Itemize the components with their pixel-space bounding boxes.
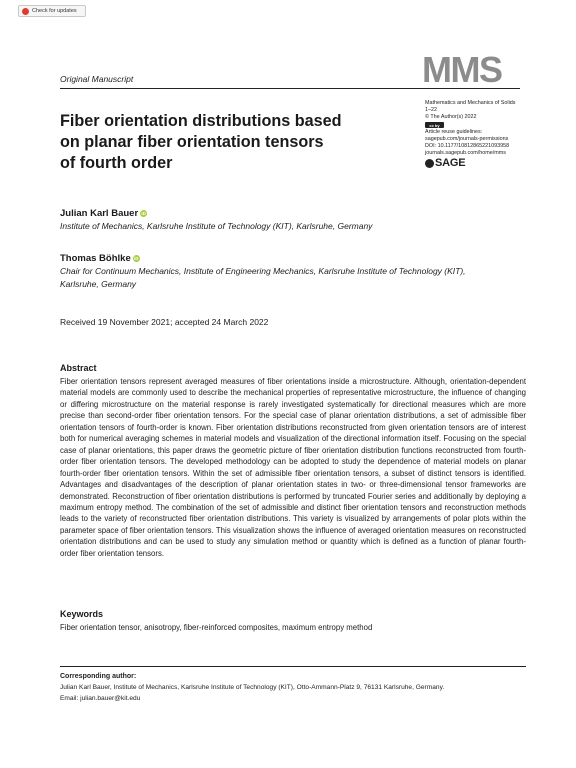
corresponding-author-email[interactable]: Email: julian.bauer@kit.edu xyxy=(60,695,141,702)
check-for-updates-badge[interactable] xyxy=(18,5,86,17)
journal-url[interactable]: journals.sagepub.com/home/mms xyxy=(425,150,506,156)
reuse-link[interactable]: sagepub.com/journals-permissions xyxy=(425,136,509,142)
keywords-heading: Keywords xyxy=(60,609,104,619)
author-affiliation: Chair for Continuum Mechanics, Institute of Engineering Mechanics, Karlsruhe Institute of Technology (KIT), Karlsruhe, Germany xyxy=(60,266,466,289)
keywords-text: Fiber orientation tensor, anisotropy, fiber-reinforced composites, maximum entropy method xyxy=(60,623,373,632)
mms-logo xyxy=(422,52,522,86)
footer-divider xyxy=(60,666,526,667)
check-updates-icon xyxy=(22,8,29,15)
corresponding-author-address: Julian Karl Bauer, Institute of Mechanics, Karlsruhe Institute of Technology (KIT), Otto-Ammann-Platz 9, 76131 Karlsruhe, Germany. xyxy=(60,684,445,691)
orcid-icon[interactable]: iD xyxy=(141,211,146,216)
cc-license-icon[interactable]: cc by xyxy=(425,122,444,128)
abstract-text: Fiber orientation tensors represent averaged measures of fiber orientations inside a microstructure. Although, orientation-dependent material models are commonly used to describe the mechanical properties of representative microstructure, the influence of changing or differing microstructure on the material response is rarely investigated systematically for directional measures which are more precise than second-order fiber orientation tensors. For the special case of planar orientation distributions, a set of admissible fiber orientation tensors of fourth-order is known. Fiber orientation distributions reconstructed from given orientation tensors are of interest both for numerical averaging schemes in material models and visualization of the directional information itself. Focusing on the special case of planar orientations, this paper draws the geometric picture of fiber orientation distribution functions reconstructed from fourth-order fiber orientation tensors. The developed methodology can be adopted to study the dependence of material models on planar fourth-order fiber orientation tensors. Within the set of admissible fiber orientation tensors, a subset of distinct tensors is identified. Advantages and disadvantages of the description of planar orientation states in two- or three-dimensional tensor frameworks are demonstrated. Reconstruction of fiber orientation distributions is performed by truncated Fourier series and additionally by deploying a maximum entropy method. The combination of the set of admissible and distinct fiber orientation tensors and reconstruction methods leads to the variety of reconstructed fiber orientation distributions. This variety is visualized by arrangements of polar plots within the parameter space of fiber orientation tensors. This visualization shows the influence of averaged orientation measures on reconstructed orientation distributions and can be used to study any simulation method or quantity which is defined as a function of planar fourth-order fiber orientation tensors. xyxy=(60,377,526,558)
copyright: © The Author(s) 2022 xyxy=(425,114,477,120)
title-line-3: of fourth order xyxy=(60,154,173,172)
sage-logo: SAGE xyxy=(425,159,535,168)
author-affiliation: Institute of Mechanics, Karlsruhe Institute of Technology (KIT), Karlsruhe, Germany xyxy=(60,221,373,231)
sage-mark-icon xyxy=(425,159,434,168)
journal-name: Mathematics and Mechanics of Solids xyxy=(425,100,516,106)
orcid-icon[interactable]: iD xyxy=(134,256,139,261)
journal-meta xyxy=(425,100,535,168)
received-dates: Received 19 November 2021; accepted 24 March 2022 xyxy=(60,317,269,327)
author-name: Thomas Böhlke xyxy=(60,253,131,264)
logo-text: MMS xyxy=(422,52,502,86)
paper-title xyxy=(60,111,400,174)
reuse-label: Article reuse guidelines: xyxy=(425,129,483,135)
author-1 xyxy=(60,208,372,233)
author-name: Julian Karl Bauer xyxy=(60,208,139,219)
license-row xyxy=(425,122,535,128)
abstract-heading: Abstract xyxy=(60,363,97,373)
corresponding-author-heading: Corresponding author: xyxy=(60,673,137,680)
check-updates-label: Check for updates xyxy=(32,8,77,14)
title-line-1: Fiber orientation distributions based xyxy=(60,112,342,130)
author-2 xyxy=(60,253,480,290)
journal-pages: 1–22 xyxy=(425,107,437,113)
doi[interactable]: DOI: 10.1177/10812865221093958 xyxy=(425,143,510,149)
title-line-2: on planar fiber orientation tensors xyxy=(60,133,324,151)
header-divider xyxy=(60,88,520,89)
manuscript-type: Original Manuscript xyxy=(60,74,134,84)
